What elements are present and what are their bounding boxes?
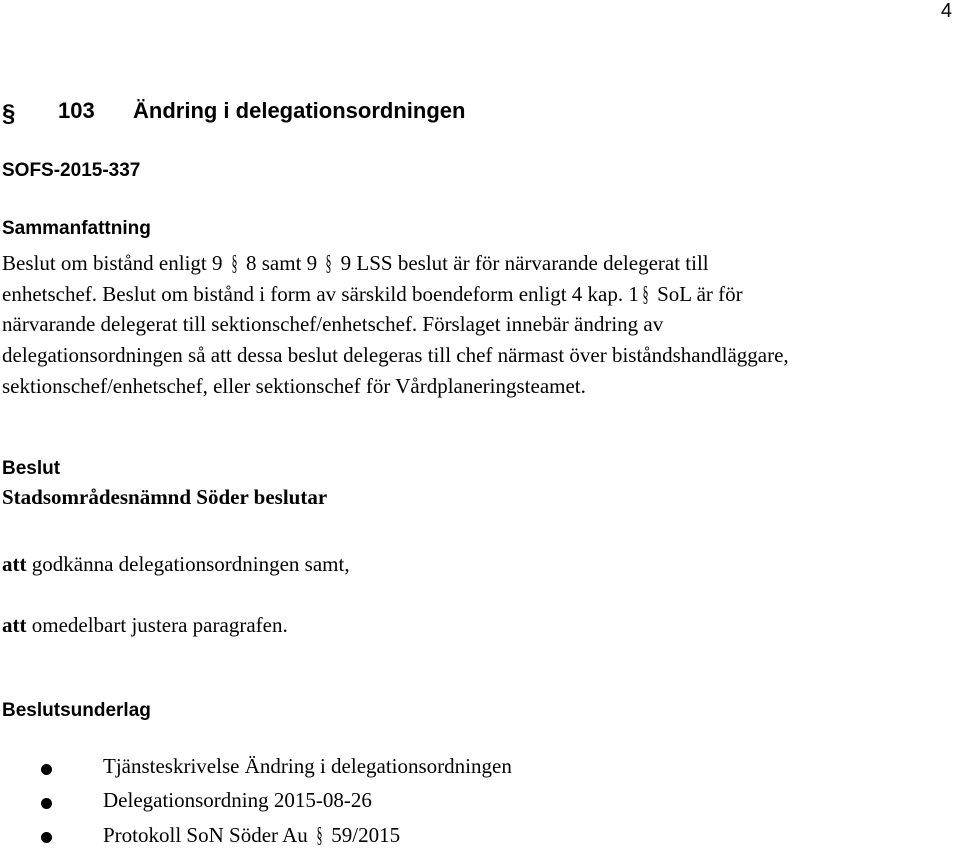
- document-item-1: Tjänsteskrivelse Ändring i delegationsordningen: [103, 754, 512, 778]
- heading-title: Ändring i delegationsordningen: [133, 98, 466, 123]
- paragraph-mark: §: [325, 250, 332, 275]
- summary-line-3: närvarande delegerat till sektionschef/enhetschef. Förslaget innebär ändring av: [2, 312, 664, 336]
- bullet-icon: [41, 764, 52, 775]
- section-symbol: §: [2, 100, 16, 127]
- decision-item-2-text: omedelbart justera paragrafen.: [31, 613, 288, 637]
- summary-line-1-b: 8 samt 9: [246, 251, 318, 275]
- document-item-3: [103, 822, 400, 848]
- document-item-3-b: 59/2015: [331, 823, 401, 847]
- page-number: 4: [940, 0, 952, 22]
- decision-body: Stadsområdesnämnd Söder beslutar: [2, 485, 328, 509]
- summary-line-1-a: Beslut om bistånd enligt 9: [2, 251, 223, 275]
- case-id: SOFS-2015-337: [2, 160, 141, 181]
- documents-label: Beslutsunderlag: [2, 700, 151, 721]
- summary-line-4: delegationsordningen så att dessa beslut delegeras till chef närmast över biståndshandläggare,: [2, 343, 789, 367]
- summary-line-2-a: enhetschef. Beslut om bistånd i form av särskild boendeform enligt 4 kap. 1: [2, 282, 639, 306]
- summary-line-1-c: 9 LSS beslut är för närvarande delegerat till: [340, 251, 709, 275]
- document-item-2: Delegationsordning 2015-08-26: [103, 788, 372, 812]
- paragraph-mark: §: [642, 281, 649, 306]
- decision-item-1: [2, 552, 350, 577]
- summary-label: Sammanfattning: [2, 218, 151, 239]
- decision-item-2: [2, 613, 288, 638]
- bullet-icon: [41, 832, 52, 843]
- document-item-3-a: Protokoll SoN Söder Au: [103, 823, 308, 847]
- att-word: att: [2, 552, 27, 576]
- bullet-icon: [41, 798, 52, 809]
- heading-number: 103: [58, 98, 95, 123]
- paragraph-mark: §: [316, 822, 323, 847]
- summary-line-5: sektionschef/enhetschef, eller sektionschef för Vårdplaneringsteamet.: [2, 374, 586, 398]
- summary-line-2: [2, 278, 743, 311]
- paragraph-mark: §: [231, 250, 238, 275]
- summary-line-2-b: SoL är för: [657, 282, 743, 306]
- summary-line-1: [2, 247, 709, 280]
- att-word: att: [2, 613, 27, 637]
- decision-label: Beslut: [2, 458, 61, 479]
- decision-item-1-text: godkänna delegationsordningen samt,: [31, 552, 350, 576]
